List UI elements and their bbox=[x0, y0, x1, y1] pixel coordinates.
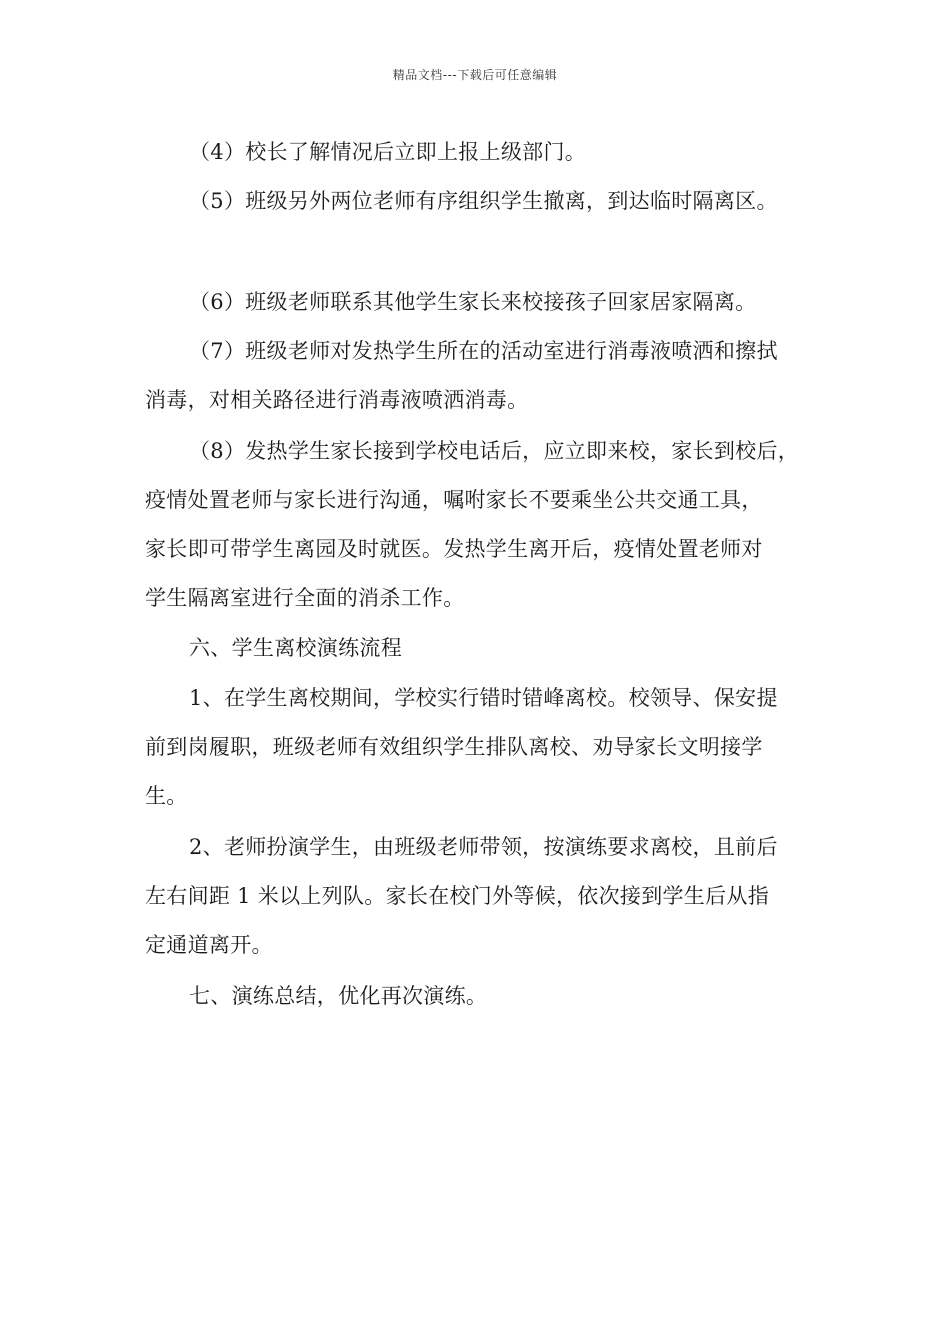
paragraph-line: 疫情处置老师与家长进行沟通，嘱咐家长不要乘坐公共交通工具， bbox=[145, 488, 763, 512]
paragraph-step-7 bbox=[145, 327, 825, 425]
paragraph-line: 定通道离开。 bbox=[145, 933, 273, 957]
paragraph-line: （7）班级老师对发热学生所在的活动室进行消毒液喷洒和擦拭 bbox=[189, 339, 778, 363]
paragraph-line: 消毒，对相关路径进行消毒液喷洒消毒。 bbox=[145, 388, 529, 412]
paragraph-section-6-item-1 bbox=[145, 674, 825, 821]
paragraph-line: （4）校长了解情况后立即上报上级部门。 bbox=[189, 140, 587, 164]
paragraph-line: （8）发热学生家长接到学校电话后，应立即来校，家长到校后， bbox=[189, 439, 800, 463]
section-heading-6 bbox=[145, 624, 825, 673]
paragraph-line: 学生隔离室进行全面的消杀工作。 bbox=[145, 586, 465, 610]
section-heading-text: 七、演练总结，优化再次演练。 bbox=[189, 984, 488, 1008]
section-heading-7 bbox=[145, 972, 825, 1021]
paragraph-step-5 bbox=[145, 177, 825, 226]
paragraph-line: 左右间距 1 米以上列队。家长在校门外等候，依次接到学生后从指 bbox=[145, 884, 770, 908]
paragraph-line: 家长即可带学生离园及时就医。发热学生离开后，疫情处置老师对 bbox=[145, 537, 763, 561]
paragraph-step-4 bbox=[145, 128, 825, 177]
section-heading-text: 六、学生离校演练流程 bbox=[189, 636, 402, 660]
paragraph-step-8 bbox=[145, 427, 825, 623]
paragraph-line: 生。 bbox=[145, 784, 188, 808]
paragraph-step-6 bbox=[145, 278, 825, 327]
paragraph-line: （6）班级老师联系其他学生家长来校接孩子回家居家隔离。 bbox=[189, 290, 757, 314]
paragraph-line: （5）班级另外两位老师有序组织学生撤离，到达临时隔离区。 bbox=[189, 189, 778, 213]
paragraph-line: 前到岗履职，班级老师有效组织学生排队离校、劝导家长文明接学 bbox=[145, 735, 763, 759]
paragraph-section-6-item-2 bbox=[145, 823, 825, 970]
paragraph-line: 2、老师扮演学生，由班级老师带领，按演练要求离校，且前后 bbox=[189, 835, 778, 859]
paragraph-line: 1、在学生离校期间，学校实行错时错峰离校。校领导、保安提 bbox=[189, 686, 778, 710]
page-header: 精品文档---下载后可任意编辑 bbox=[392, 68, 558, 82]
